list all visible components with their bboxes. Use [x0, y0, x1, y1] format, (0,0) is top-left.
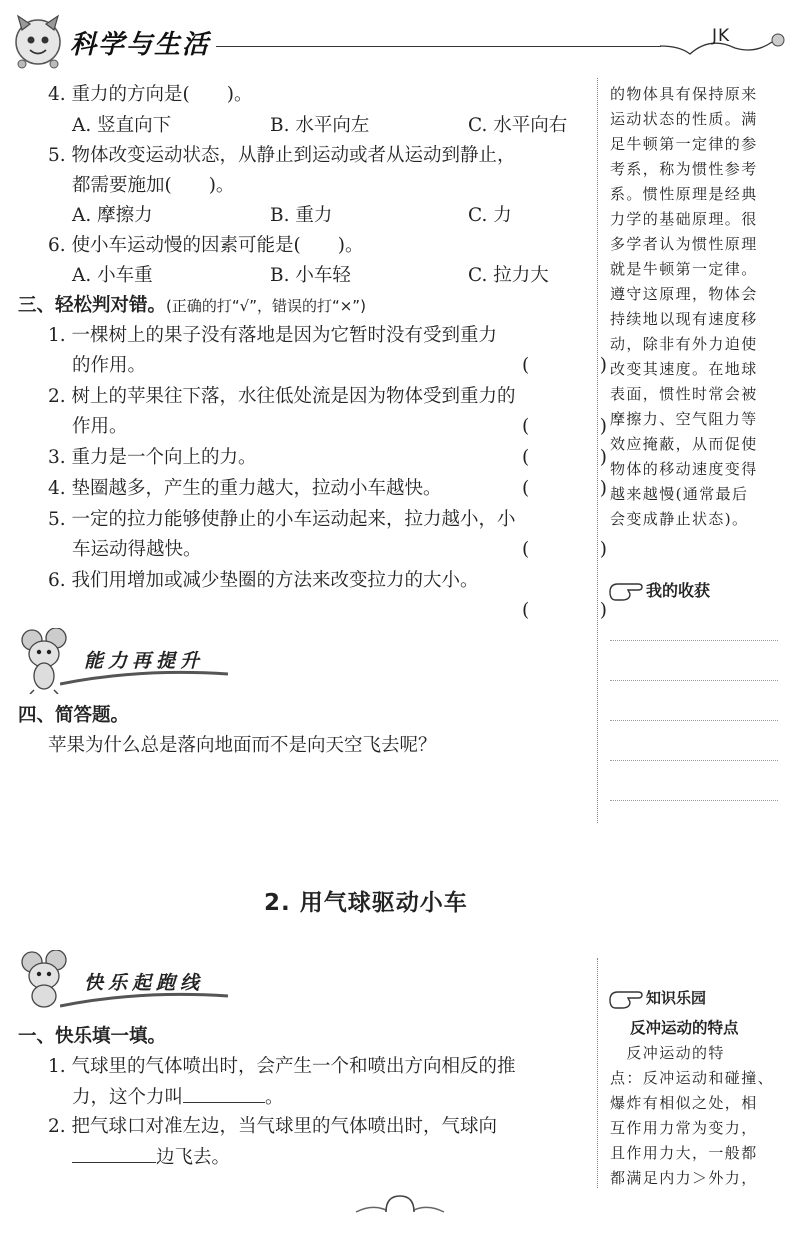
judge-item-1-answer-box[interactable]: ( ) — [522, 355, 633, 376]
judge-item-6: 6. 我们用增加或减少垫圈的方法来改变拉力的大小。 — [48, 570, 479, 591]
fill-question-1-line1: 1. 气球里的气体喷出时，会产生一个和喷出方向相反的推 — [48, 1056, 516, 1077]
fill-question-1-end: 。 — [265, 1087, 284, 1108]
pointing-hand-icon — [608, 988, 644, 1010]
judge-item-1-line2: 的作用。 — [72, 355, 147, 376]
judge-item-3: 3. 重力是一个向上的力。 — [48, 447, 257, 468]
header-code: JK — [712, 26, 731, 46]
sidebar-line: 考系，称为惯性参考 — [610, 160, 758, 178]
header-rule — [216, 46, 661, 47]
section-4-question: 苹果为什么总是落向地面而不是向天空飞去呢？ — [48, 735, 437, 756]
question-4-option-c: C. 水平向右 — [468, 115, 568, 136]
sidebar-line: 摩擦力、空气阻力等 — [610, 410, 758, 428]
sidebar-line: 反冲运动的特 — [610, 1044, 725, 1062]
sidebar-line: 系。惯性原理是经典 — [610, 185, 758, 203]
fill-question-2-line1: 2. 把气球口对准左边，当气球里的气体喷出时，气球向 — [48, 1116, 498, 1137]
sidebar-line: 且作用力大，一般都 — [610, 1144, 758, 1162]
judge-item-5-answer-box[interactable]: ( ) — [522, 539, 633, 560]
knowledge-park-label: 知识乐园 — [646, 989, 707, 1007]
mascot-logo-icon — [8, 12, 70, 70]
section-3-title: 三、轻松判对错。 — [18, 295, 167, 316]
judge-item-4-answer-box[interactable]: ( ) — [522, 478, 633, 499]
sidebar-line: 持续地以现有速度移 — [610, 310, 758, 328]
ability-banner-title: 能力再提升 — [84, 650, 205, 672]
judge-item-6-answer-box[interactable]: ( ) — [522, 600, 633, 621]
sidebar-line: 点：反冲运动和碰撞、 — [610, 1069, 775, 1087]
sidebar-line: 效应掩蔽，从而促使 — [610, 435, 758, 453]
my-gains-label: 我的收获 — [646, 581, 711, 600]
question-6-stem: 6. 使小车运动慢的因素可能是( )。 — [48, 235, 364, 256]
question-5-option-c: C. 力 — [468, 205, 512, 226]
question-6-option-b: B. 小车轻 — [270, 265, 351, 286]
question-5-stem: 5. 物体改变运动状态，从静止到运动或者从运动到静止， — [48, 145, 516, 166]
sidebar-line: 都满足内力＞外力， — [610, 1169, 758, 1187]
sidebar-line: 越来越慢(通常最后 — [610, 485, 749, 503]
question-5-option-a: A. 摩擦力 — [72, 205, 153, 226]
sidebar-line: 动，除非有外力迫使 — [610, 335, 758, 353]
notes-line — [610, 640, 778, 641]
knowledge-park-title: 反冲运动的特点 — [630, 1019, 739, 1037]
section-3-heading — [18, 291, 366, 321]
question-6-option-a: A. 小车重 — [72, 265, 153, 286]
notes-line — [610, 760, 778, 761]
question-4-option-a: A. 竖直向下 — [72, 115, 172, 136]
page-number-ornament-icon — [352, 1190, 448, 1220]
sidebar-line: 运动状态的性质。满 — [610, 110, 758, 128]
knowledge-park-text — [610, 1041, 785, 1191]
sidebar-line: 爆炸有相似之处，相 — [610, 1094, 758, 1112]
sidebar-line: 改变其速度。在地球 — [610, 360, 758, 378]
notes-line — [610, 800, 778, 801]
fill-question-2-line2 — [72, 1142, 230, 1173]
section-3-note: (正确的打“√”，错误的打“×”) — [166, 297, 366, 315]
sidebar-line: 遵守这原理，物体会 — [610, 285, 758, 303]
question-5-option-b: B. 重力 — [270, 205, 333, 226]
judge-item-5-line2: 车运动得越快。 — [72, 539, 202, 560]
sidebar-line: 互作用力常为变力， — [610, 1119, 758, 1137]
question-5-stem-cont: 都需要施加( )。 — [72, 175, 235, 196]
fill-question-2-blank[interactable] — [72, 1142, 156, 1163]
lesson-2-title: 2. 用气球驱动小车 — [264, 890, 468, 916]
sidebar-line: 表面，惯性时常会被 — [610, 385, 758, 403]
judge-item-5-line1: 5. 一定的拉力能够使静止的小车运动起来，拉力越小，小 — [48, 509, 516, 530]
sidebar-line: 力学的基础原理。很 — [610, 210, 758, 228]
section-4-title: 四、简答题。 — [18, 705, 130, 726]
lesson-2-section-1-title: 一、快乐填一填。 — [18, 1026, 167, 1047]
question-4-option-b: B. 水平向左 — [270, 115, 370, 136]
notes-line — [610, 680, 778, 681]
fill-question-1-line2 — [72, 1082, 284, 1113]
fill-question-2-end: 边飞去。 — [156, 1147, 231, 1168]
judge-item-2-answer-box[interactable]: ( ) — [522, 416, 633, 437]
header-title: 科学与生活 — [70, 30, 211, 60]
sidebar-line: 足牛顿第一定律的参 — [610, 135, 758, 153]
sidebar-line: 多学者认为惯性原理 — [610, 235, 758, 253]
judge-item-2-line2: 作用。 — [72, 416, 128, 437]
sidebar-inertia-text — [610, 82, 785, 532]
sidebar-line: 会变成静止状态)。 — [610, 510, 749, 528]
judge-item-2-line1: 2. 树上的苹果往下落，水往低处流是因为物体受到重力的 — [48, 386, 516, 407]
sidebar-line: 的物体具有保持原来 — [610, 85, 758, 103]
fill-question-1-blank[interactable] — [183, 1082, 265, 1103]
question-6-option-c: C. 拉力大 — [468, 265, 549, 286]
judge-item-1-line1: 1. 一棵树上的果子没有落地是因为它暂时没有受到重力 — [48, 325, 498, 346]
sidebar-line: 物体的移动速度变得 — [610, 460, 758, 478]
fill-question-1-text: 力，这个力叫 — [72, 1087, 184, 1108]
judge-item-4: 4. 垫圈越多，产生的重力越大，拉动小车越快。 — [48, 478, 442, 499]
happy-start-banner-title: 快乐起跑线 — [84, 972, 205, 994]
judge-item-3-answer-box[interactable]: ( ) — [522, 447, 633, 468]
notes-line — [610, 720, 778, 721]
sidebar-line: 就是牛顿第一定律。 — [610, 260, 758, 278]
question-4-stem: 4. 重力的方向是( )。 — [48, 84, 253, 105]
sidebar-divider-bottom — [597, 958, 598, 1188]
